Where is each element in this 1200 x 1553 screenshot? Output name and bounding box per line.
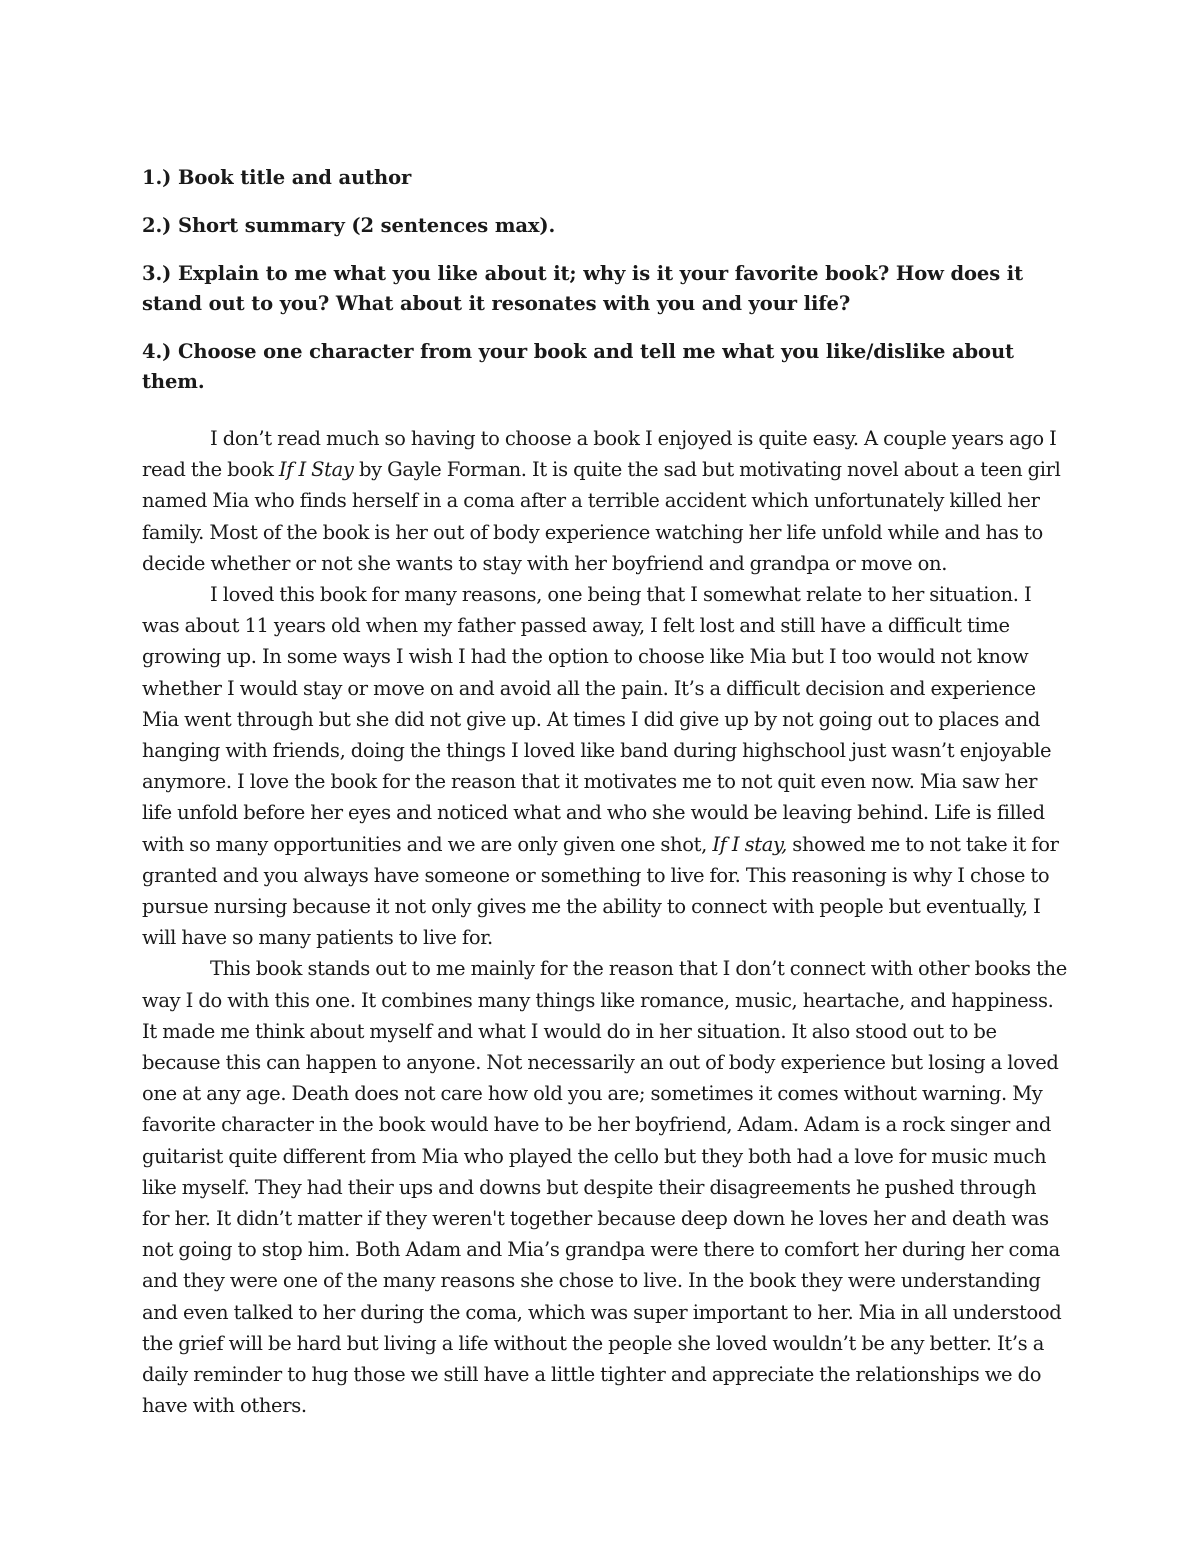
paragraph-text: I loved this book for many reasons, one being that I somewhat relate to her situation. I was about 11 years old when my father passed away, I felt lost and still have a difficult time growing up. In some ways I wish I had the option to choose like Mia but I too would not know whether I would stay or move on and avoid all the pain. It’s a difficult decision and experience Mia went through but she did not give up. At times I did give up by not going out to places and hanging with friends, doing the things I loved like band during highschool just wasn’t enjoyable anymore. I love the book for the reason that it motivates me to not quit even now. Mia saw her life unfold before her eyes and noticed what and who she would be leaving behind. Life is filled with so many opportunities and we are only given one shot, [142,583,1052,856]
document-content [142,163,1067,1422]
essay-paragraph-2 [142,579,1067,953]
prompt-3: 3.) Explain to me what you like about it; why is it your favorite book? How does it stand out to you? What about it resonates with you and your life? [142,262,1024,315]
paragraph-text: by Gayle Forman. It is quite the sad but motivating novel about a teen girl named Mia who finds herself in a coma after a terrible accident which unfortunately killed her family. Most of the book is her out of body experience watching her life unfold while and has to decide whether or not she wants to stay with her boyfriend and grandpa or move on. [142,458,1061,575]
prompt-1: 1.) Book title and author [142,166,412,189]
essay-paragraph-1 [142,423,1067,579]
paragraph-text: I don’t read much so having to choose a book I enjoyed is quite easy. A couple years ago I read the book [142,427,1057,482]
paragraph-text: showed me to not take it for granted and you always have someone or something to live for. This reasoning is why I chose to pursue nursing because it not only gives me the ability to connect with people but eventually, I will have so many patients to live for. [142,832,1059,950]
essay-paragraph-3: This book stands out to me mainly for the reason that I don’t connect with other books the way I do with this one. It combines many things like romance, music, heartache, and happiness. It made me think about myself and what I would do in her situation. It also stood out to be because this can happen to anyone. Not necessarily an out of body experience but losing a loved one at any age. Death does not care how old you are; sometimes it comes without warning. My favorite character in the book would have to be her boyfriend, Adam. Adam is a rock singer and guitarist quite different from Mia who played the cello but they both had a love for music much like myself. They had their ups and downs but despite their disagreements he pushed through for her. It didn’t matter if they weren't together because deep down he loves her and death was not going to stop him. Both Adam and Mia’s grandpa were there to comfort her during her coma and they were one of the many reasons she chose to live. In the book they were understanding and even talked to her during the coma, which was super important to her. Mia in all understood the grief will be hard but living a life without the people she loved wouldn’t be any better. It’s a daily reminder to hug those we still have a little tighter and appreciate the relationships we do have with others. [142,957,1067,1418]
prompt-4: 4.) Choose one character from your book and tell me what you like/dislike about them. [142,340,1014,393]
prompt-2: 2.) Short summary (2 sentences max). [142,214,556,237]
essay-body [142,423,1067,1422]
book-title: If I stay, [712,832,787,856]
book-title: If I Stay [278,458,354,482]
